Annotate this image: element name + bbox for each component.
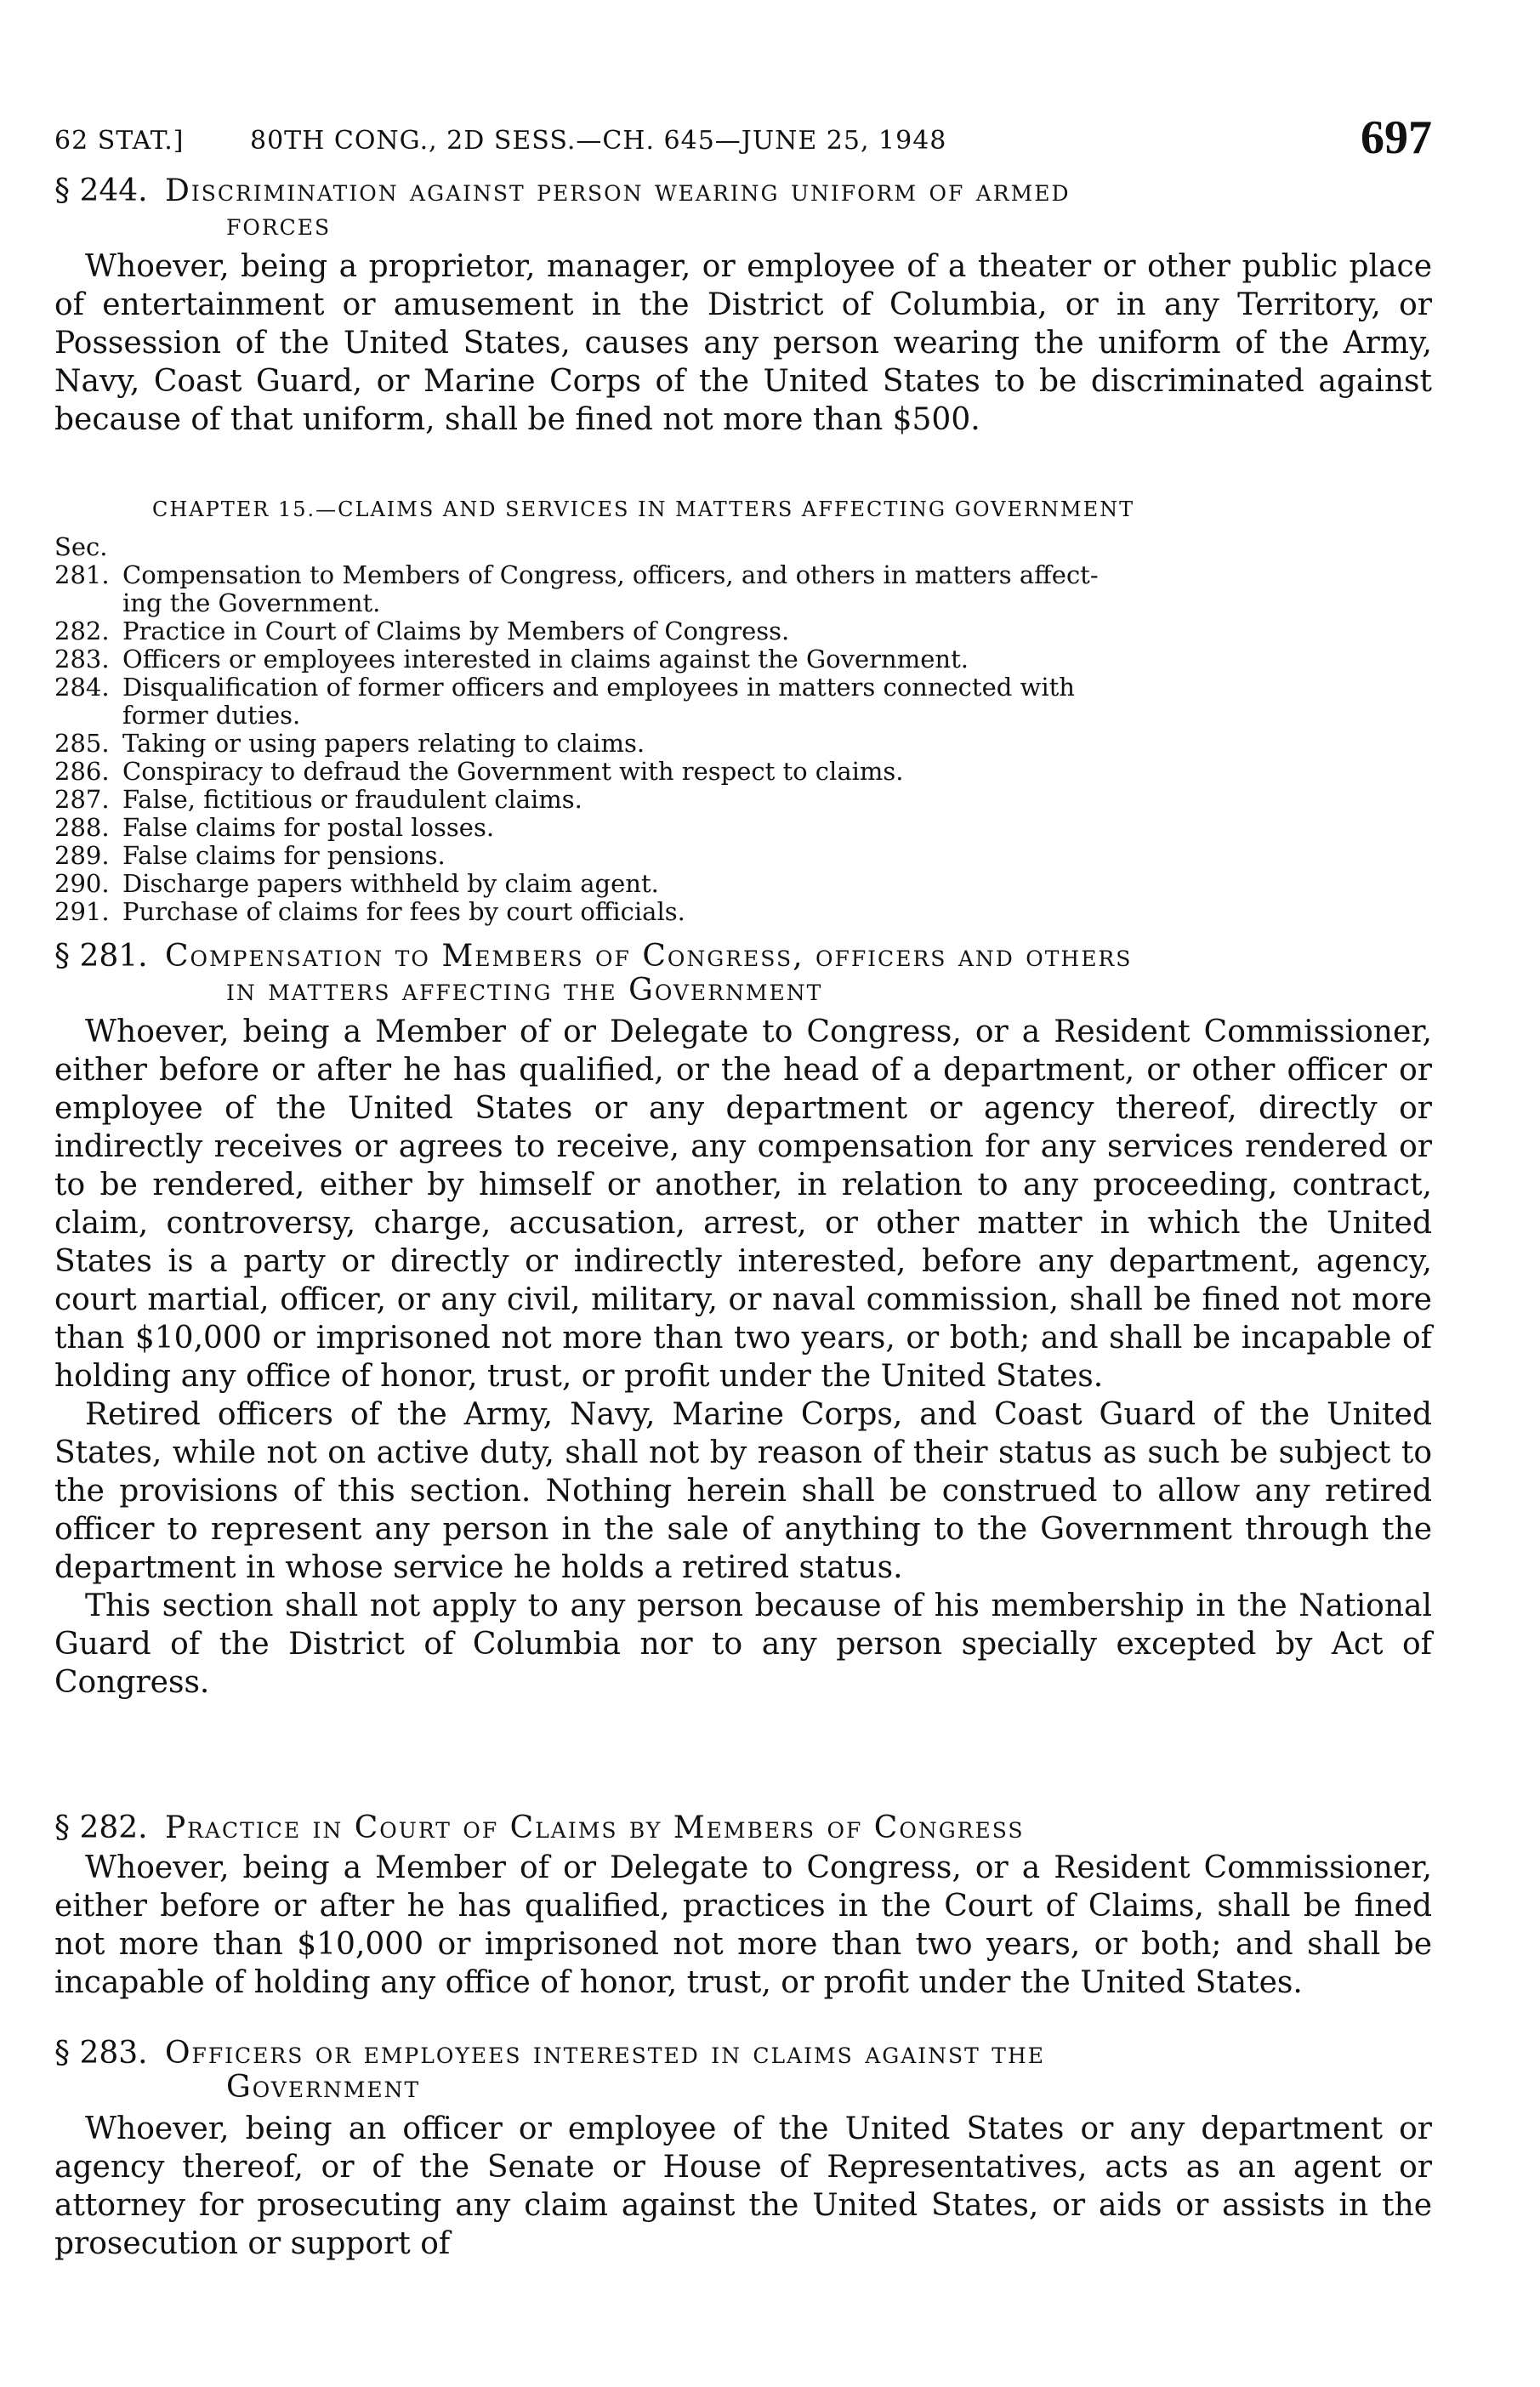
- contents-item-title: Conspiracy to defraud the Government with respect to claims.: [122, 757, 904, 786]
- contents-item-title: Practice in Court of Claims by Members of Congress.: [122, 617, 790, 645]
- section-paragraph: Whoever, being a Member of or Delegate to Congress, or a Resident Commissioner, either before or after he has qualified, or the head of a department, or other officer or employee of the United States or any department or agency thereof, directly or indirectly receives or agrees to receive, any compensation for any services rendered or to be rendered, either by himself or another, in relation to any proceeding, contract, claim, controversy, charge, accusation, arrest, or other matter in which the United States is a party or directly or indirectly interested, before any department, agency, court martial, officer, or any civil, military, or naval commission, shall be fined not more than $10,000 or imprisoned not more than two years, or both; and shall be incapable of holding any office of honor, trust, or profit under the United States.: [54, 1014, 1432, 1394]
- contents-item-number: 282.: [54, 617, 110, 645]
- section-body: Whoever, being a proprietor, manager, or employee of a theater or other public place of entertainment or amusement in the District of Columbia, or in any Territory, or Possession of the United States, causes any person wearing the uniform of the Army, Navy, Coast Guard, or Marine Corps of the United States to be discriminated against because of that uniform, shall be fined not more than $500.: [54, 249, 1432, 437]
- section-282: [54, 1811, 1432, 2002]
- contents-item-number: 286.: [54, 757, 110, 786]
- section-heading: [54, 1811, 1432, 1845]
- contents-item-number: 284.: [54, 673, 110, 702]
- contents-item-continuation: former duties.: [122, 701, 301, 730]
- contents-item-title: Compensation to Members of Congress, officers, and others in matters affect-: [122, 560, 1099, 589]
- contents-item: [54, 617, 1432, 645]
- contents-item: [54, 898, 1432, 926]
- section-283: [54, 2037, 1432, 2263]
- section-244: [54, 174, 1432, 439]
- chapter-heading: CHAPTER 15.—CLAIMS AND SERVICES IN MATTERS AFFECTING GOVERNMENT: [152, 497, 1135, 521]
- section-number: § 244.: [54, 173, 148, 208]
- section-281: [54, 940, 1432, 1702]
- contents-item-number: 289.: [54, 841, 110, 870]
- section-title-cont: in matters affecting the Government: [226, 973, 823, 1008]
- contents-item: [54, 561, 1432, 589]
- contents-item-title: False, fictitious or fraudulent claims.: [122, 785, 582, 814]
- contents-item-number: 285.: [54, 729, 110, 758]
- section-paragraph: Retired officers of the Army, Navy, Marine Corps, and Coast Guard of the United States, while not on active duty, shall not by reason of their status as such be subject to the provisions of this section. Nothing herein shall be construed to allow any retired officer to represent any person in the sale of anything to the Government through the department in whose service he holds a retired status.: [54, 1397, 1432, 1585]
- page-number: 697: [1361, 111, 1432, 164]
- section-number: § 282.: [54, 1810, 148, 1845]
- section-number: § 281.: [54, 939, 148, 974]
- contents-item-number: 290.: [54, 869, 110, 898]
- section-number: § 283.: [54, 2036, 148, 2071]
- contents-item-title: False claims for postal losses.: [122, 813, 495, 842]
- contents-item-number: 291.: [54, 897, 110, 926]
- section-heading: [54, 940, 1432, 1008]
- section-title: Discrimination against person wearing uniform of armed: [164, 173, 1071, 208]
- section-title: Compensation to Members of Congress, officers and others: [164, 939, 1133, 974]
- contents-item-title: Officers or employees interested in claims against the Government.: [122, 645, 969, 673]
- contents-item-number: 288.: [54, 813, 110, 842]
- contents-item: [54, 786, 1432, 814]
- contents-item: [54, 730, 1432, 758]
- contents-list: [54, 561, 1432, 926]
- contents-item: [54, 870, 1432, 898]
- sec-label: Sec.: [54, 532, 108, 561]
- section-title-cont: Government: [226, 2070, 421, 2105]
- section-title-cont: forces: [226, 207, 332, 242]
- section-paragraph: This section shall not apply to any person because of his membership in the National Guard of the District of Columbia nor to any person specially excepted by Act of Congress.: [54, 1588, 1432, 1700]
- contents-item: [54, 842, 1432, 870]
- header-volume: 62 STAT.]: [54, 126, 185, 156]
- section-heading: [54, 2037, 1432, 2105]
- contents-item-number: 281.: [54, 560, 110, 589]
- contents-item-continuation: ing the Government.: [122, 588, 381, 617]
- section-title: Officers or employees interested in claims against the: [164, 2036, 1046, 2071]
- contents-item: [54, 645, 1432, 673]
- contents-item-title: False claims for pensions.: [122, 841, 446, 870]
- section-title: Practice in Court of Claims by Members of Congress: [164, 1810, 1025, 1845]
- chapter-contents: [54, 533, 1432, 926]
- contents-item-number: 287.: [54, 785, 110, 814]
- chapter-15: [54, 497, 1432, 926]
- running-header: [54, 111, 1432, 170]
- contents-item-number: 283.: [54, 645, 110, 673]
- contents-item-title: Purchase of claims for fees by court officials.: [122, 897, 685, 926]
- header-congress-session: 80TH CONG., 2D SESS.—CH. 645—JUNE 25, 1948: [250, 126, 947, 156]
- contents-item: [54, 673, 1432, 702]
- contents-item-title: Discharge papers withheld by claim agent.: [122, 869, 659, 898]
- contents-item: [54, 758, 1432, 786]
- contents-item: [54, 814, 1432, 842]
- contents-item-title: Disqualification of former officers and employees in matters connected with: [122, 673, 1075, 702]
- contents-item-title: Taking or using papers relating to claims.: [122, 729, 645, 758]
- section-body: Whoever, being an officer or employee of the United States or any department or agency thereof, or of the Senate or House of Representatives, acts as an agent or attorney for prosecuting any claim against the United States, or aids or assists in the prosecution or support of: [54, 2111, 1432, 2261]
- section-body: Whoever, being a Member of or Delegate to Congress, or a Resident Commissioner, either before or after he has qualified, practices in the Court of Claims, shall be fined not more than $10,000 or imprisoned not more than two years, or both; and shall be incapable of holding any office of honor, trust, or profit under the United States.: [54, 1850, 1432, 2000]
- section-heading: [54, 174, 1432, 242]
